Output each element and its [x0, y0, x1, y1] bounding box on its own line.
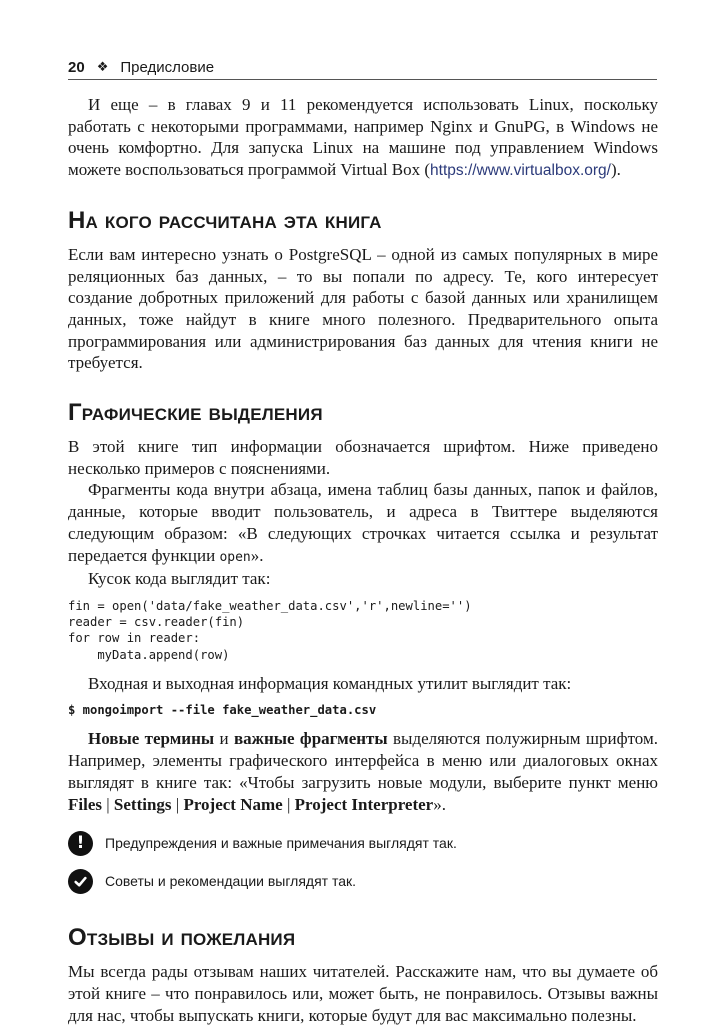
bold-important: важные фрагменты	[233, 729, 388, 749]
audience-heading: На кого рассчитана эта книга	[68, 206, 382, 234]
section-title: Предисловие	[120, 58, 215, 76]
virtualbox-link[interactable]: https://www.virtualbox.org/	[430, 162, 611, 180]
exclamation-icon: !	[68, 831, 93, 856]
command-line-sample: $ mongoimport --file fake_weather_data.csv	[68, 703, 377, 718]
warning-note	[68, 829, 658, 857]
page-body	[68, 94, 658, 1026]
bold-terms-paragraph	[68, 728, 658, 815]
conventions-inline-code	[68, 479, 658, 568]
page-number: 20	[68, 58, 85, 76]
warning-note-text: Предупреждения и важные примечания выглядят так.	[105, 835, 457, 852]
inline-code-text: Фрагменты кода внутри абзаца, имена таблиц базы данных, папок и файлов, данные, которые вводит пользователь, и адреса в Твиттере выделяются следующим образом: «В следующих строчках читается ссылка и результат передается функции	[68, 480, 658, 565]
bold-new-terms: Новые термины	[88, 729, 215, 749]
menu-settings: Settings	[113, 794, 172, 814]
command-intro: Входная и выходная информация командных утилит выглядит так:	[88, 673, 572, 693]
tip-note	[68, 867, 658, 895]
menu-files: Files	[68, 794, 102, 814]
tip-note-text: Советы и рекомендации выглядят так.	[105, 873, 357, 890]
conventions-intro: В этой книге тип информации обозначается шрифтом. Ниже приведено несколько примеров с пояснениями.	[68, 437, 658, 478]
menu-sep: |	[282, 794, 295, 814]
conventions-heading: Графические выделения	[68, 399, 323, 427]
intro-text: И еще – в главах 9 и 11 рекомендуется использовать Linux, поскольку работать с некоторыми программами, например Nginx и GnuPG, в Windows не очень комфортно. Для запуска Linux на машине под управлением Windows можете воспользоваться программой Virtual Box (	[68, 95, 658, 180]
bold-and: и	[214, 729, 234, 749]
feedback-paragraph: Мы всегда рады отзывам наших читателей. Расскажите нам, что вы думаете об этой книге – что понравилось или, может быть, не понравилось. Отзывы важны для нас, чтобы выпускать книги, которые будут для вас максимально полезны.	[68, 962, 658, 1025]
menu-sep: |	[171, 794, 184, 814]
menu-project-name: Project Name	[183, 794, 283, 814]
inline-code-sample: open	[219, 549, 251, 565]
checkmark-icon	[68, 869, 93, 894]
inline-code-end: ».	[250, 545, 264, 565]
bold-terms-text: выделяются полужирным шрифтом. Например, элементы графического интерфейса в меню или диалоговых окнах выглядят в книге так: «Чтобы загрузить новые модули, выберите пункт меню	[68, 729, 658, 792]
menu-sep: |	[102, 794, 114, 814]
feedback-heading: Отзывы и пожелания	[68, 924, 296, 952]
code-block: fin = open('data/fake_weather_data.csv','r',newline='') reader = csv.reader(fin) for row in reader: myData.append(row)	[68, 598, 472, 662]
ornament-icon: ❖	[96, 59, 109, 74]
audience-paragraph: Если вам интересно узнать о PostgreSQL – одной из самых популярных в мире реляционных баз данных, – то вы попали по адресу. Те, кого интересует создание добротных приложений для работы с базой данных или хранилищем данных, тоже найдут в книге много полезного. Предварительного опыта программирования или администрирования баз данных для чтения книги не требуется.	[68, 244, 658, 373]
code-block-intro: Кусок кода выглядит так:	[88, 569, 271, 589]
menu-project-interpreter: Project Interpreter	[294, 794, 434, 814]
intro-paragraph	[68, 94, 658, 182]
bold-terms-end: ».	[433, 794, 446, 814]
running-header	[68, 55, 657, 80]
intro-after: ).	[610, 160, 621, 180]
